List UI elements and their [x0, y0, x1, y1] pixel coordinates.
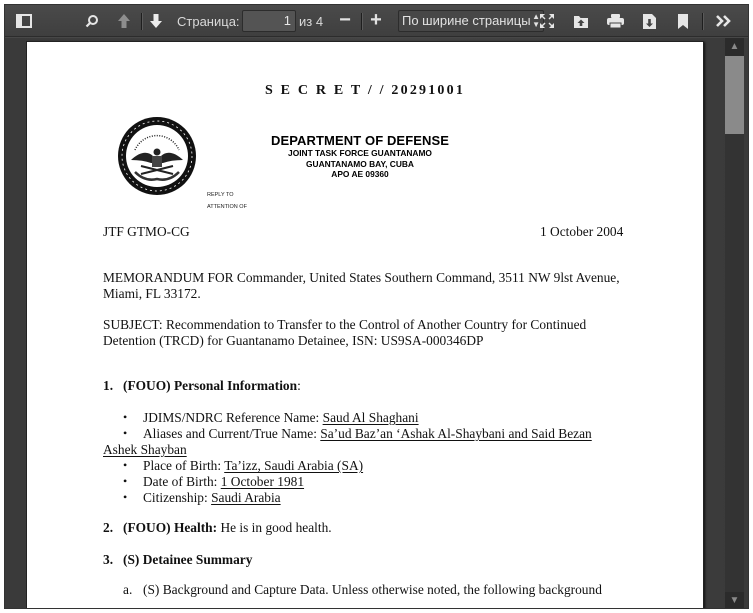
chevron-up-icon: ▲: [729, 41, 740, 52]
memo-for-line: MEMORANDUM FOR Commander, United States Southern Command, 3511 NW 9lst Avenue,: [103, 270, 620, 285]
scroll-up-button[interactable]: [725, 38, 744, 56]
toolbar-separator: [702, 13, 703, 30]
download-button[interactable]: [636, 9, 662, 33]
pdf-page: [27, 42, 703, 609]
print-button[interactable]: [602, 9, 628, 33]
item-value: Saud Al Shaghani: [322, 410, 419, 425]
double-chevron-right-icon: [715, 15, 731, 27]
tools-button[interactable]: [710, 9, 736, 33]
subsection-text: (S) Background and Capture Data. Unless otherwise noted, the following background: [143, 582, 602, 597]
subject-line: Detention (TRCD) for Guantanamo Detainee, ISN: US9SA-000346DP: [103, 333, 484, 348]
arrow-up-icon: [117, 13, 131, 29]
list-item: [143, 426, 592, 442]
toolbar: [5, 5, 749, 37]
bullet: •: [123, 474, 128, 488]
open-file-button[interactable]: [568, 9, 594, 33]
letterhead-title: DEPARTMENT OF DEFENSE: [270, 133, 450, 148]
bullet: •: [123, 426, 128, 440]
memo-date: 1 October 2004: [540, 224, 624, 239]
office-symbol: JTF GTMO-CG: [103, 224, 190, 239]
sidebar-toggle-icon: [16, 14, 32, 28]
page-number-input[interactable]: 1: [242, 10, 296, 32]
letterhead-line: JOINT TASK FORCE GUANTANAMO: [288, 148, 432, 158]
next-page-button[interactable]: [143, 9, 169, 33]
find-button[interactable]: [79, 9, 105, 33]
attention-of-label: ATTENTION OF: [207, 204, 247, 210]
zoom-in-button[interactable]: +: [370, 8, 382, 31]
item-label: Date of Birth:: [143, 474, 221, 489]
fullscreen-icon: [540, 14, 554, 28]
item-value: Ta’izz, Saudi Arabia (SA): [224, 458, 364, 473]
bookmark-button[interactable]: [670, 9, 696, 33]
list-item: [143, 474, 304, 490]
item-label: JDIMS/NDRC Reference Name:: [143, 410, 323, 425]
bullet: •: [123, 490, 128, 504]
arrow-down-icon: [149, 13, 163, 29]
bookmark-icon: [678, 14, 688, 29]
presentation-mode-button[interactable]: [534, 9, 560, 33]
section-heading: (S) Detainee Summary: [123, 552, 253, 567]
list-item: [143, 458, 363, 474]
dod-seal-icon: [117, 116, 197, 196]
item-value: Sa’ud Baz’an ‘Ashak Al-Shaybani and Said Bezan: [320, 426, 592, 441]
page-label: Страница:: [177, 14, 240, 29]
list-item: [143, 410, 419, 426]
section-heading-text: (FOUO) Health:: [123, 520, 218, 535]
page-total: из 4: [299, 14, 324, 29]
open-file-icon: [573, 14, 589, 28]
item-label: Aliases and Current/True Name:: [143, 426, 321, 441]
section-heading-text: (FOUO) Personal Information: [123, 378, 298, 393]
zoom-out-button[interactable]: −: [339, 8, 351, 31]
section-number: 3.: [103, 552, 114, 567]
search-icon: [85, 14, 99, 28]
letterhead: [260, 133, 460, 180]
pdf-viewer: [4, 4, 749, 609]
section-heading: [123, 520, 332, 536]
classification-header: S E C R E T / / 20291001: [264, 83, 466, 98]
toolbar-separator: [361, 13, 362, 30]
bullet: •: [123, 410, 128, 424]
section-heading: [123, 378, 301, 394]
item-value-continued: Ashek Shayban: [103, 442, 187, 457]
memo-for-line: Miami, FL 33172.: [103, 286, 201, 301]
item-label: Citizenship:: [143, 490, 212, 505]
section-number: 1.: [103, 378, 114, 393]
section-number: 2.: [103, 520, 114, 535]
reply-to-label: REPLY TO: [207, 192, 234, 198]
scrollbar-thumb[interactable]: [725, 56, 744, 134]
chevron-down-icon: ▼: [729, 595, 740, 606]
letterhead-line: GUANTANAMO BAY, CUBA: [306, 158, 414, 169]
list-item: [143, 490, 281, 506]
print-icon: [607, 14, 624, 28]
select-arrows-icon: ▲ ▼: [532, 12, 540, 29]
previous-page-button[interactable]: [111, 9, 137, 33]
bullet: •: [123, 458, 128, 472]
section-heading-colon: :: [297, 378, 301, 393]
item-label: Place of Birth:: [143, 458, 225, 473]
download-icon: [643, 14, 656, 29]
item-value: 1 October 1981: [220, 474, 305, 489]
document-viewer[interactable]: [5, 38, 749, 609]
section-text: He is in good health.: [217, 520, 332, 535]
zoom-select[interactable]: [398, 10, 544, 32]
scroll-down-button[interactable]: [725, 592, 744, 609]
sidebar-toggle-button[interactable]: [11, 9, 37, 33]
subsection-marker: a.: [123, 582, 133, 597]
item-value: Saudi Arabia: [211, 490, 281, 505]
toolbar-separator: [141, 13, 142, 30]
vertical-scrollbar[interactable]: [725, 38, 744, 609]
zoom-select-value: По ширине страницы: [402, 13, 531, 28]
subject-line: SUBJECT: Recommendation to Transfer to the Control of Another Country for Continued: [103, 317, 587, 332]
letterhead-line: APO AE 09360: [331, 169, 389, 179]
